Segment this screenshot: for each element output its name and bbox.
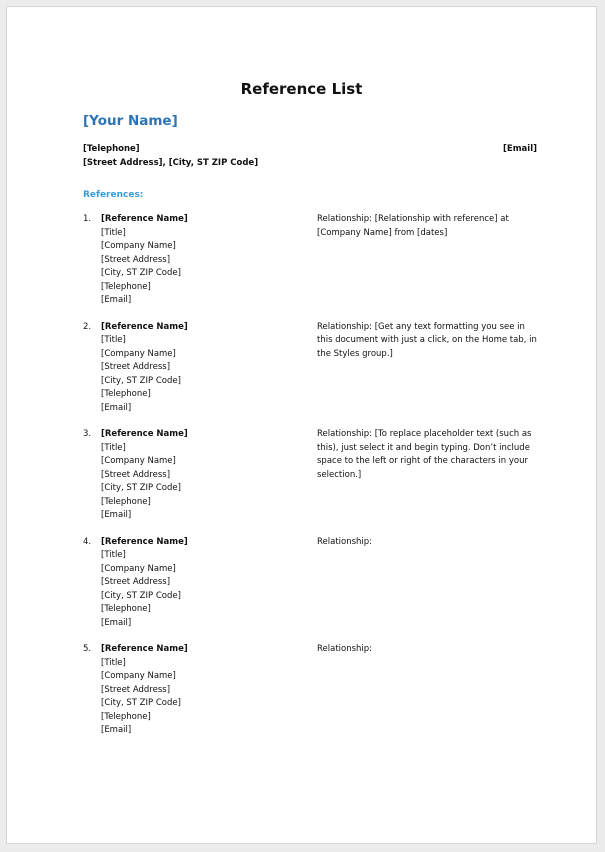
- document-page: [6, 6, 597, 844]
- contact-row: [83, 142, 537, 156]
- reference-item: [83, 321, 540, 429]
- reference-list: [83, 213, 540, 751]
- reference-email[interactable]: [Email]: [101, 295, 132, 305]
- references-heading[interactable]: References:: [83, 190, 144, 200]
- reference-title[interactable]: [Title]: [101, 442, 126, 453]
- reference-contact: [101, 213, 301, 308]
- your-name[interactable]: [Your Name]: [83, 113, 178, 129]
- reference-email[interactable]: [Email]: [101, 510, 132, 521]
- reference-telephone[interactable]: [Telephone]: [101, 496, 151, 507]
- contact-block: [83, 142, 537, 170]
- reference-contact: [101, 321, 301, 416]
- reference-telephone[interactable]: [Telephone]: [101, 711, 151, 722]
- reference-city[interactable]: [City, ST ZIP Code]: [101, 375, 181, 386]
- reference-city[interactable]: [City, ST ZIP Code]: [101, 483, 181, 494]
- reference-relationship[interactable]: Relationship: [Get any text formatting you see in this document with just a click, on the Home tab, in the Styles group.]: [317, 321, 537, 359]
- reference-relationship[interactable]: Relationship: [To replace placeholder text (such as this), just select it and begin typing. Don’t include space to the left or right of the characters in your selection.]: [317, 429, 532, 480]
- reference-company[interactable]: [Company Name]: [101, 456, 176, 467]
- reference-city[interactable]: [City, ST ZIP Code]: [101, 698, 181, 709]
- reference-name[interactable]: [Reference Name]: [101, 214, 188, 224]
- reference-name[interactable]: [Reference Name]: [101, 429, 188, 440]
- reference-number: 1.: [83, 214, 92, 224]
- reference-number: 4.: [83, 536, 92, 547]
- reference-contact: [101, 643, 301, 738]
- reference-street[interactable]: [Street Address]: [101, 684, 171, 695]
- reference-email[interactable]: [Email]: [101, 402, 132, 413]
- reference-street[interactable]: [Street Address]: [101, 254, 171, 265]
- reference-city[interactable]: [City, ST ZIP Code]: [101, 590, 181, 601]
- reference-title[interactable]: [Title]: [101, 227, 126, 238]
- reference-company[interactable]: [Company Name]: [101, 671, 176, 682]
- reference-contact: [101, 536, 301, 631]
- reference-street[interactable]: [Street Address]: [101, 577, 171, 588]
- reference-telephone[interactable]: [Telephone]: [101, 281, 151, 292]
- contact-telephone[interactable]: [Telephone]: [83, 144, 140, 154]
- reference-number: 3.: [83, 429, 92, 440]
- reference-item: [83, 536, 540, 644]
- reference-number: 5.: [83, 644, 92, 655]
- reference-telephone[interactable]: [Telephone]: [101, 604, 151, 615]
- reference-item: [83, 213, 540, 321]
- reference-title[interactable]: [Title]: [101, 335, 126, 346]
- page-title[interactable]: Reference List: [240, 80, 363, 98]
- reference-name[interactable]: [Reference Name]: [101, 536, 188, 547]
- reference-company[interactable]: [Company Name]: [101, 563, 176, 574]
- reference-item: [83, 428, 540, 536]
- reference-relationship[interactable]: Relationship:: [317, 644, 373, 655]
- reference-street[interactable]: [Street Address]: [101, 469, 171, 480]
- reference-relationship[interactable]: Relationship:: [317, 536, 373, 547]
- reference-city[interactable]: [City, ST ZIP Code]: [101, 268, 181, 278]
- reference-name[interactable]: [Reference Name]: [101, 321, 188, 332]
- reference-telephone[interactable]: [Telephone]: [101, 389, 151, 400]
- reference-contact: [101, 428, 301, 523]
- reference-street[interactable]: [Street Address]: [101, 362, 171, 373]
- reference-company[interactable]: [Company Name]: [101, 348, 176, 359]
- reference-email[interactable]: [Email]: [101, 617, 132, 628]
- contact-email[interactable]: [Email]: [503, 144, 537, 154]
- reference-item: [83, 643, 540, 751]
- reference-title[interactable]: [Title]: [101, 550, 126, 561]
- reference-number: 2.: [83, 321, 92, 332]
- reference-company[interactable]: [Company Name]: [101, 241, 176, 251]
- contact-address-row: [83, 156, 537, 170]
- reference-email[interactable]: [Email]: [101, 725, 132, 736]
- contact-address[interactable]: [Street Address], [City, ST ZIP Code]: [83, 158, 259, 168]
- reference-title[interactable]: [Title]: [101, 657, 126, 668]
- reference-relationship[interactable]: Relationship: [Relationship with reference] at [Company Name] from [dates]: [317, 214, 509, 238]
- reference-name[interactable]: [Reference Name]: [101, 644, 188, 655]
